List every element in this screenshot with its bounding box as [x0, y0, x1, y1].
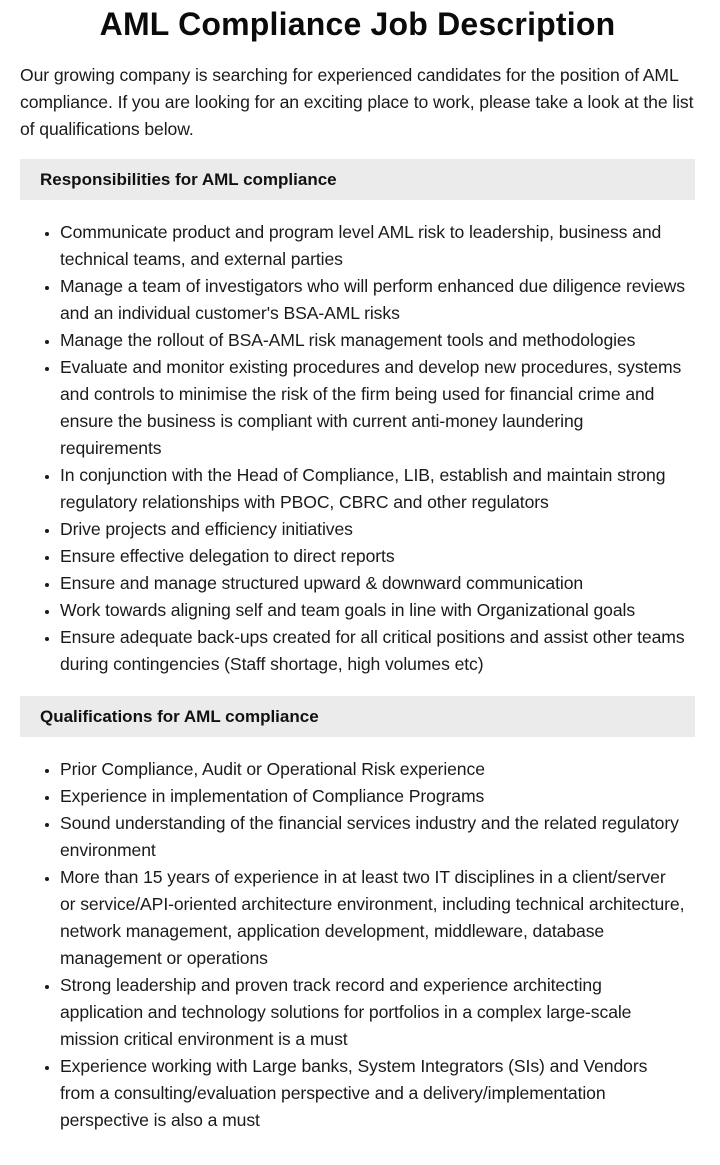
list-item: • In conjunction with the Head of Compliance, LIB, establish and maintain strong regulatory relationships with PBOC, CBRC and other regulators [60, 462, 695, 516]
responsibilities-list [20, 219, 695, 678]
list-item: • Evaluate and monitor existing procedures and develop new procedures, systems and controls to minimise the risk of the firm being used for financial crime and ensure the business is compliant with current anti-money laundering requirements [60, 354, 695, 462]
list-item: • Experience in implementation of Compliance Programs [60, 783, 695, 810]
responsibilities-section [20, 159, 695, 678]
list-item: • Communicate product and program level AML risk to leadership, business and technical teams, and external parties [60, 219, 695, 273]
list-item: • Drive projects and efficiency initiatives [60, 516, 695, 543]
page-title: AML Compliance Job Description [99, 6, 616, 42]
responsibilities-heading: Responsibilities for AML compliance [20, 159, 695, 200]
list-item: • Strong leadership and proven track record and experience architecting application and technology solutions for portfolios in a complex large-scale mission critical environment is a must [60, 972, 695, 1053]
list-item: • Manage a team of investigators who will perform enhanced due diligence reviews and an individual customer's BSA-AML risks [60, 273, 695, 327]
list-item: • More than 15 years of experience in at least two IT disciplines in a client/server or service/API-oriented architecture environment, including technical architecture, network management, application development, middleware, database management or operations [60, 864, 695, 972]
qualifications-section [20, 696, 695, 1134]
list-item: • Ensure adequate back-ups created for all critical positions and assist other teams during contingencies (Staff shortage, high volumes etc) [60, 624, 695, 678]
list-item: • Ensure and manage structured upward & downward communication [60, 570, 695, 597]
intro-paragraph: Our growing company is searching for experienced candidates for the position of AML compliance. If you are looking for an exciting place to work, please take a look at the list of qualifications below. [20, 65, 694, 139]
qualifications-heading: Qualifications for AML compliance [20, 696, 695, 737]
list-item: • Manage the rollout of BSA-AML risk management tools and methodologies [60, 327, 695, 354]
qualifications-list [20, 756, 695, 1134]
list-item: • Work towards aligning self and team goals in line with Organizational goals [60, 597, 695, 624]
list-item: • Sound understanding of the financial services industry and the related regulatory environment [60, 810, 695, 864]
list-item: • Ensure effective delegation to direct reports [60, 543, 695, 570]
list-item: • Experience working with Large banks, System Integrators (SIs) and Vendors from a consulting/evaluation perspective and a delivery/implementation perspective is also a must [60, 1053, 695, 1134]
list-item: • Prior Compliance, Audit or Operational Risk experience [60, 756, 695, 783]
